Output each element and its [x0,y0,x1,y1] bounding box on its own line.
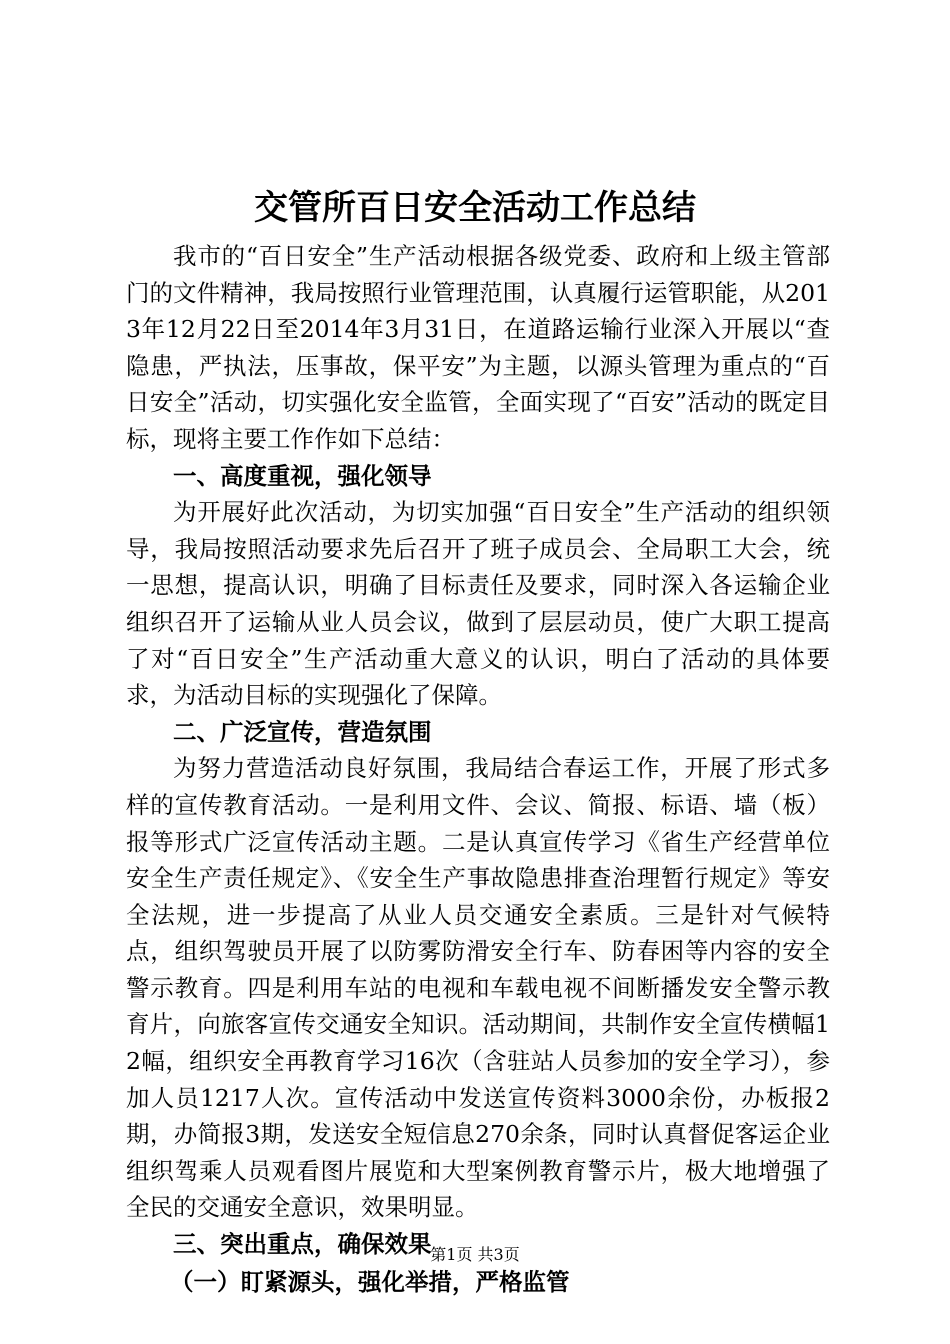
subsection-heading-1: （一）盯紧源头，强化举措，严格监管 [170,1267,570,1296]
section-1-paragraph: 为开展好此次活动，为切实加强“百日安全”生产活动的组织领导，我局按照活动要求先后召开了班子成员会、全局职工大会，统一思想，提高认识，明确了目标责任及要求，同时深入各运输企业组织召开了运输从业人员会议，做到了层层动员，使广大职工提高了对“百日安全”生产活动重大意义的认识，明白了活动的具体要求，为活动目标的实现强化了保障。 [126,498,830,710]
section-heading-1: 一、高度重视，强化领导 [173,461,432,490]
section-heading-2: 二、广泛宣传，营造氛围 [173,717,432,746]
section-2-paragraph: 为努力营造活动良好氛围，我局结合春运工作，开展了形式多样的宣传教育活动。一是利用文件、会议、简报、标语、墙（板）报等形式广泛宣传活动主题。二是认真宣传学习《省生产经营单位安全生产责任规定》、《安全生产事故隐患排查治理暂行规定》等安全法规，进一步提高了从业人员交通安全素质。三是针对气候特点，组织驾驶员开展了以防雾防滑安全行车、防春困等内容的安全警示教育。四是利用车站的电视和车载电视不间断播发安全警示教育片，向旅客宣传交通安全知识。活动期间，共制作安全宣传横幅12幅，组织安全再教育学习16次（含驻站人员参加的安全学习），参加人员1217人次。宣传活动中发送宣传资料3000余份，办板报2期，办简报3期，发送安全短信息270余条，同时认真督促客运企业组织驾乘人员观看图片展览和大型案例教育警示片，极大地增强了全民的交通安全意识，效果明显。 [126,754,830,1222]
page-number-footer: 第1页 共3页 [430,1245,520,1264]
intro-paragraph: 我市的“百日安全”生产活动根据各级党委、政府和上级主管部门的文件精神，我局按照行业管理范围，认真履行运管职能，从2013年12月22日至2014年3月31日，在道路运输行业深入开展以“查隐患，严执法，压事故，保平安”为主题，以源头管理为重点的“百日安全”活动，切实强化安全监管，全面实现了“百安”活动的既定目标，现将主要工作作如下总结： [126,242,830,453]
document-body [126,238,830,1301]
section-heading-3: 三、突出重点，确保效果 [173,1230,432,1259]
document-title: 交管所百日安全活动工作总结 [254,188,696,228]
